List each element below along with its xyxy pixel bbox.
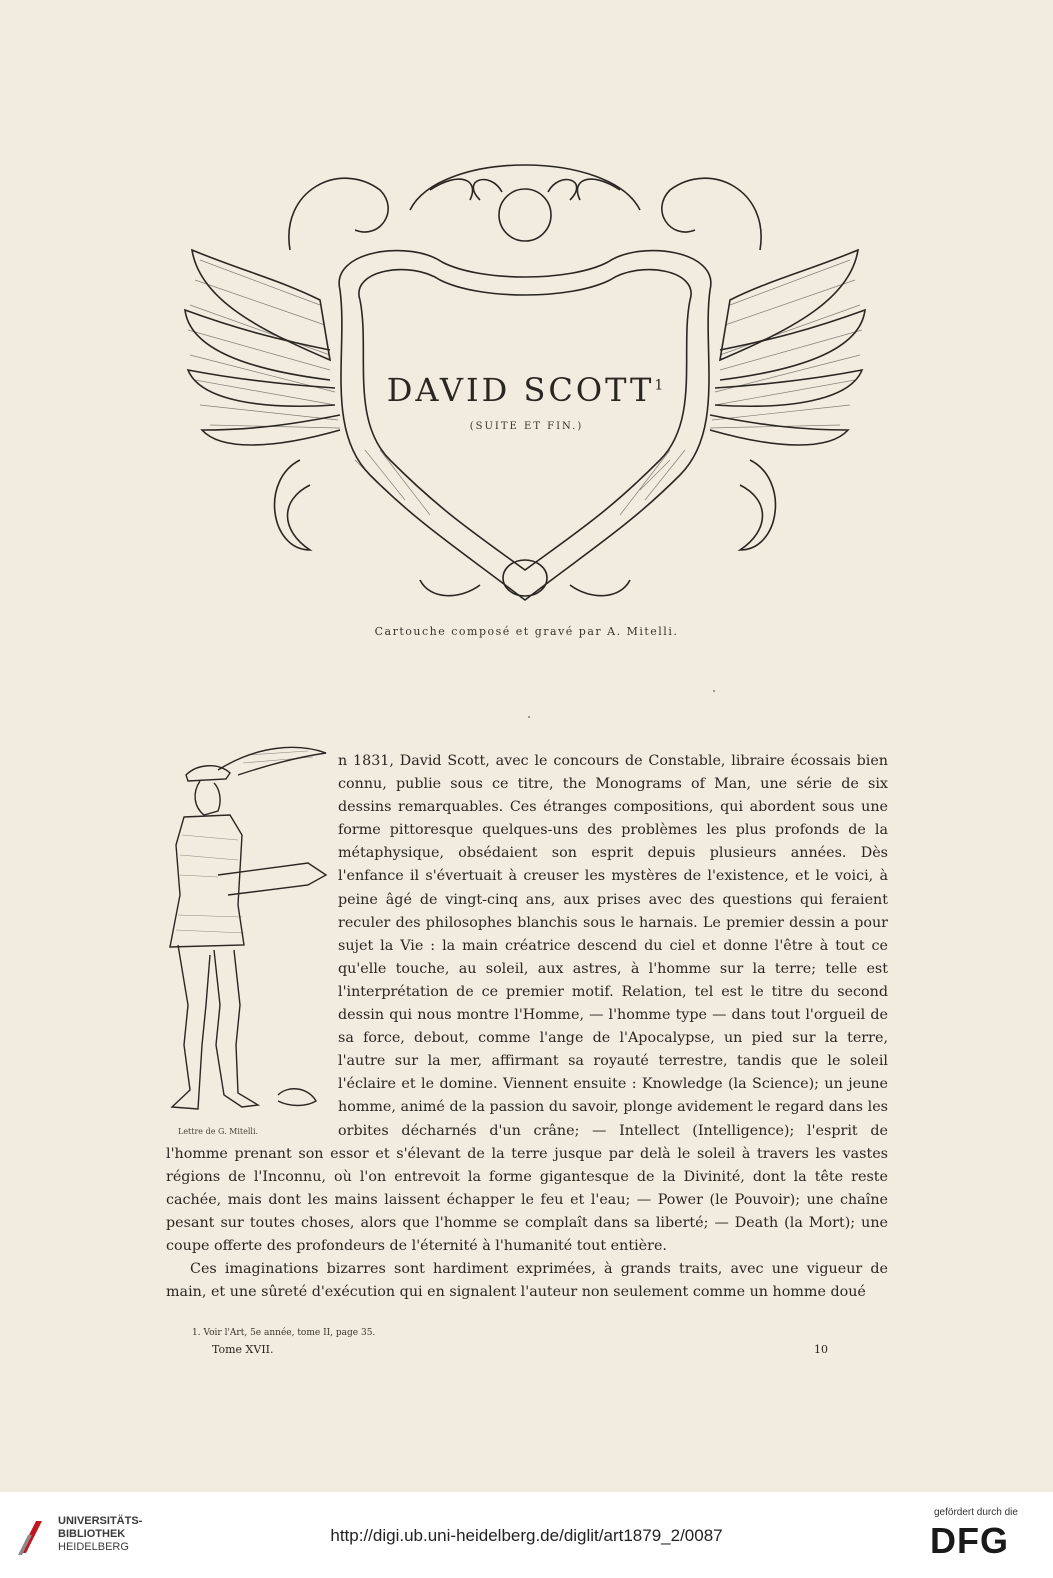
title-text: DAVID SCOTT xyxy=(386,371,655,409)
sponsor-label: gefördert durch die xyxy=(934,1507,1018,1518)
page-number: 10 xyxy=(814,1343,828,1356)
paragraph-1: n 1831, David Scott, avec le concours de Constable, libraire écossais bien connu, publie sous ce titre, the Monograms of Man, une série de six dessins remarquables. Ces étranges compositions, qui abordent sous une forme pittoresque quelques-uns des problèmes les plus profonds de la métaphysique, obsédaient son esprit depuis plusieurs années. Dès l'enfance il s'évertuait à creuser les mystères de l'existence, et le voici, à peine âgé de vingt-cinq ans, aux prises avec des questions qui feraient reculer des philosophes blanchis sous le harnais. Le premier dessin a pour sujet la Vie : la main créatrice descend du ciel et donne l'être à tout ce qu'elle touche, au soleil, aux astres, à l'homme sur la terre; telle est l'interprétation de ce premier motif. Relation, tel est le titre du second dessin qui nous montre l'Homme, — l'homme type — dans tout l'orgueil de sa force, debout, comme l'ange de l'Apocalypse, un pied sur la terre, l'autre sur la mer, affirmant sa royauté terrestre, tandis que le soleil l'éclaire et le domine. Viennent ensuite : Knowledge (la Science); un jeune homme, animé de la passion du savoir, plonge avidement le regard dans les orbites décharnés d'un crâne; — Intellect (Intelligence); l'esprit de l'homme prenant son essor et s'élevant de la terre jusque par delà le soleil à travers les vastes régions de l'Inconnu, où l'on entrevoit la forme gigantesque de la Divinité, dont la tête reste cachée, mais dont les mains laissent échapper le feu et l'eau; — Power (le Pouvoir); une chaîne pesant sur toutes choses, alors que l'homme se complaît dans sa liberté; — Death (la Mort); une coupe offerte des profondeurs de l'éternité à l'humanité tout entière. xyxy=(166,753,888,1254)
permalink-url[interactable]: http://digi.ub.uni-heidelberg.de/diglit/art1879_2/0087 xyxy=(330,1526,723,1545)
library-line-2: BIBLIOTHEK xyxy=(58,1528,126,1540)
library-line-3: HEIDELBERG xyxy=(58,1541,129,1553)
article-body xyxy=(166,750,888,1304)
paper-speck xyxy=(713,690,715,692)
title-footnote-mark: 1 xyxy=(654,377,667,394)
paper-speck xyxy=(528,716,530,718)
initial-float-spacer xyxy=(166,750,338,1142)
footnote: 1. Voir l'Art, 5e année, tome II, page 35. xyxy=(192,1328,376,1338)
cartouche-caption: Cartouche composé et gravé par A. Mitelli. xyxy=(374,625,679,638)
article-subtitle: (SUITE ET FIN.) xyxy=(469,421,584,432)
viewer-footer xyxy=(0,1492,1053,1578)
dfg-logo[interactable]: DFG xyxy=(930,1520,1009,1561)
library-line-1: UNIVERSITÄTS- xyxy=(58,1515,143,1527)
paragraph-2: Ces imaginations bizarres sont hardiment exprimées, à grands traits, avec une vigueur de main, et une sûreté d'exécution qui en signalent l'auteur non seulement comme un homme doué xyxy=(166,1261,888,1301)
article-title xyxy=(0,371,1053,409)
initial-caption: Lettre de G. Mitelli. xyxy=(178,1127,259,1136)
tome-label: Tome XVII. xyxy=(212,1343,274,1356)
